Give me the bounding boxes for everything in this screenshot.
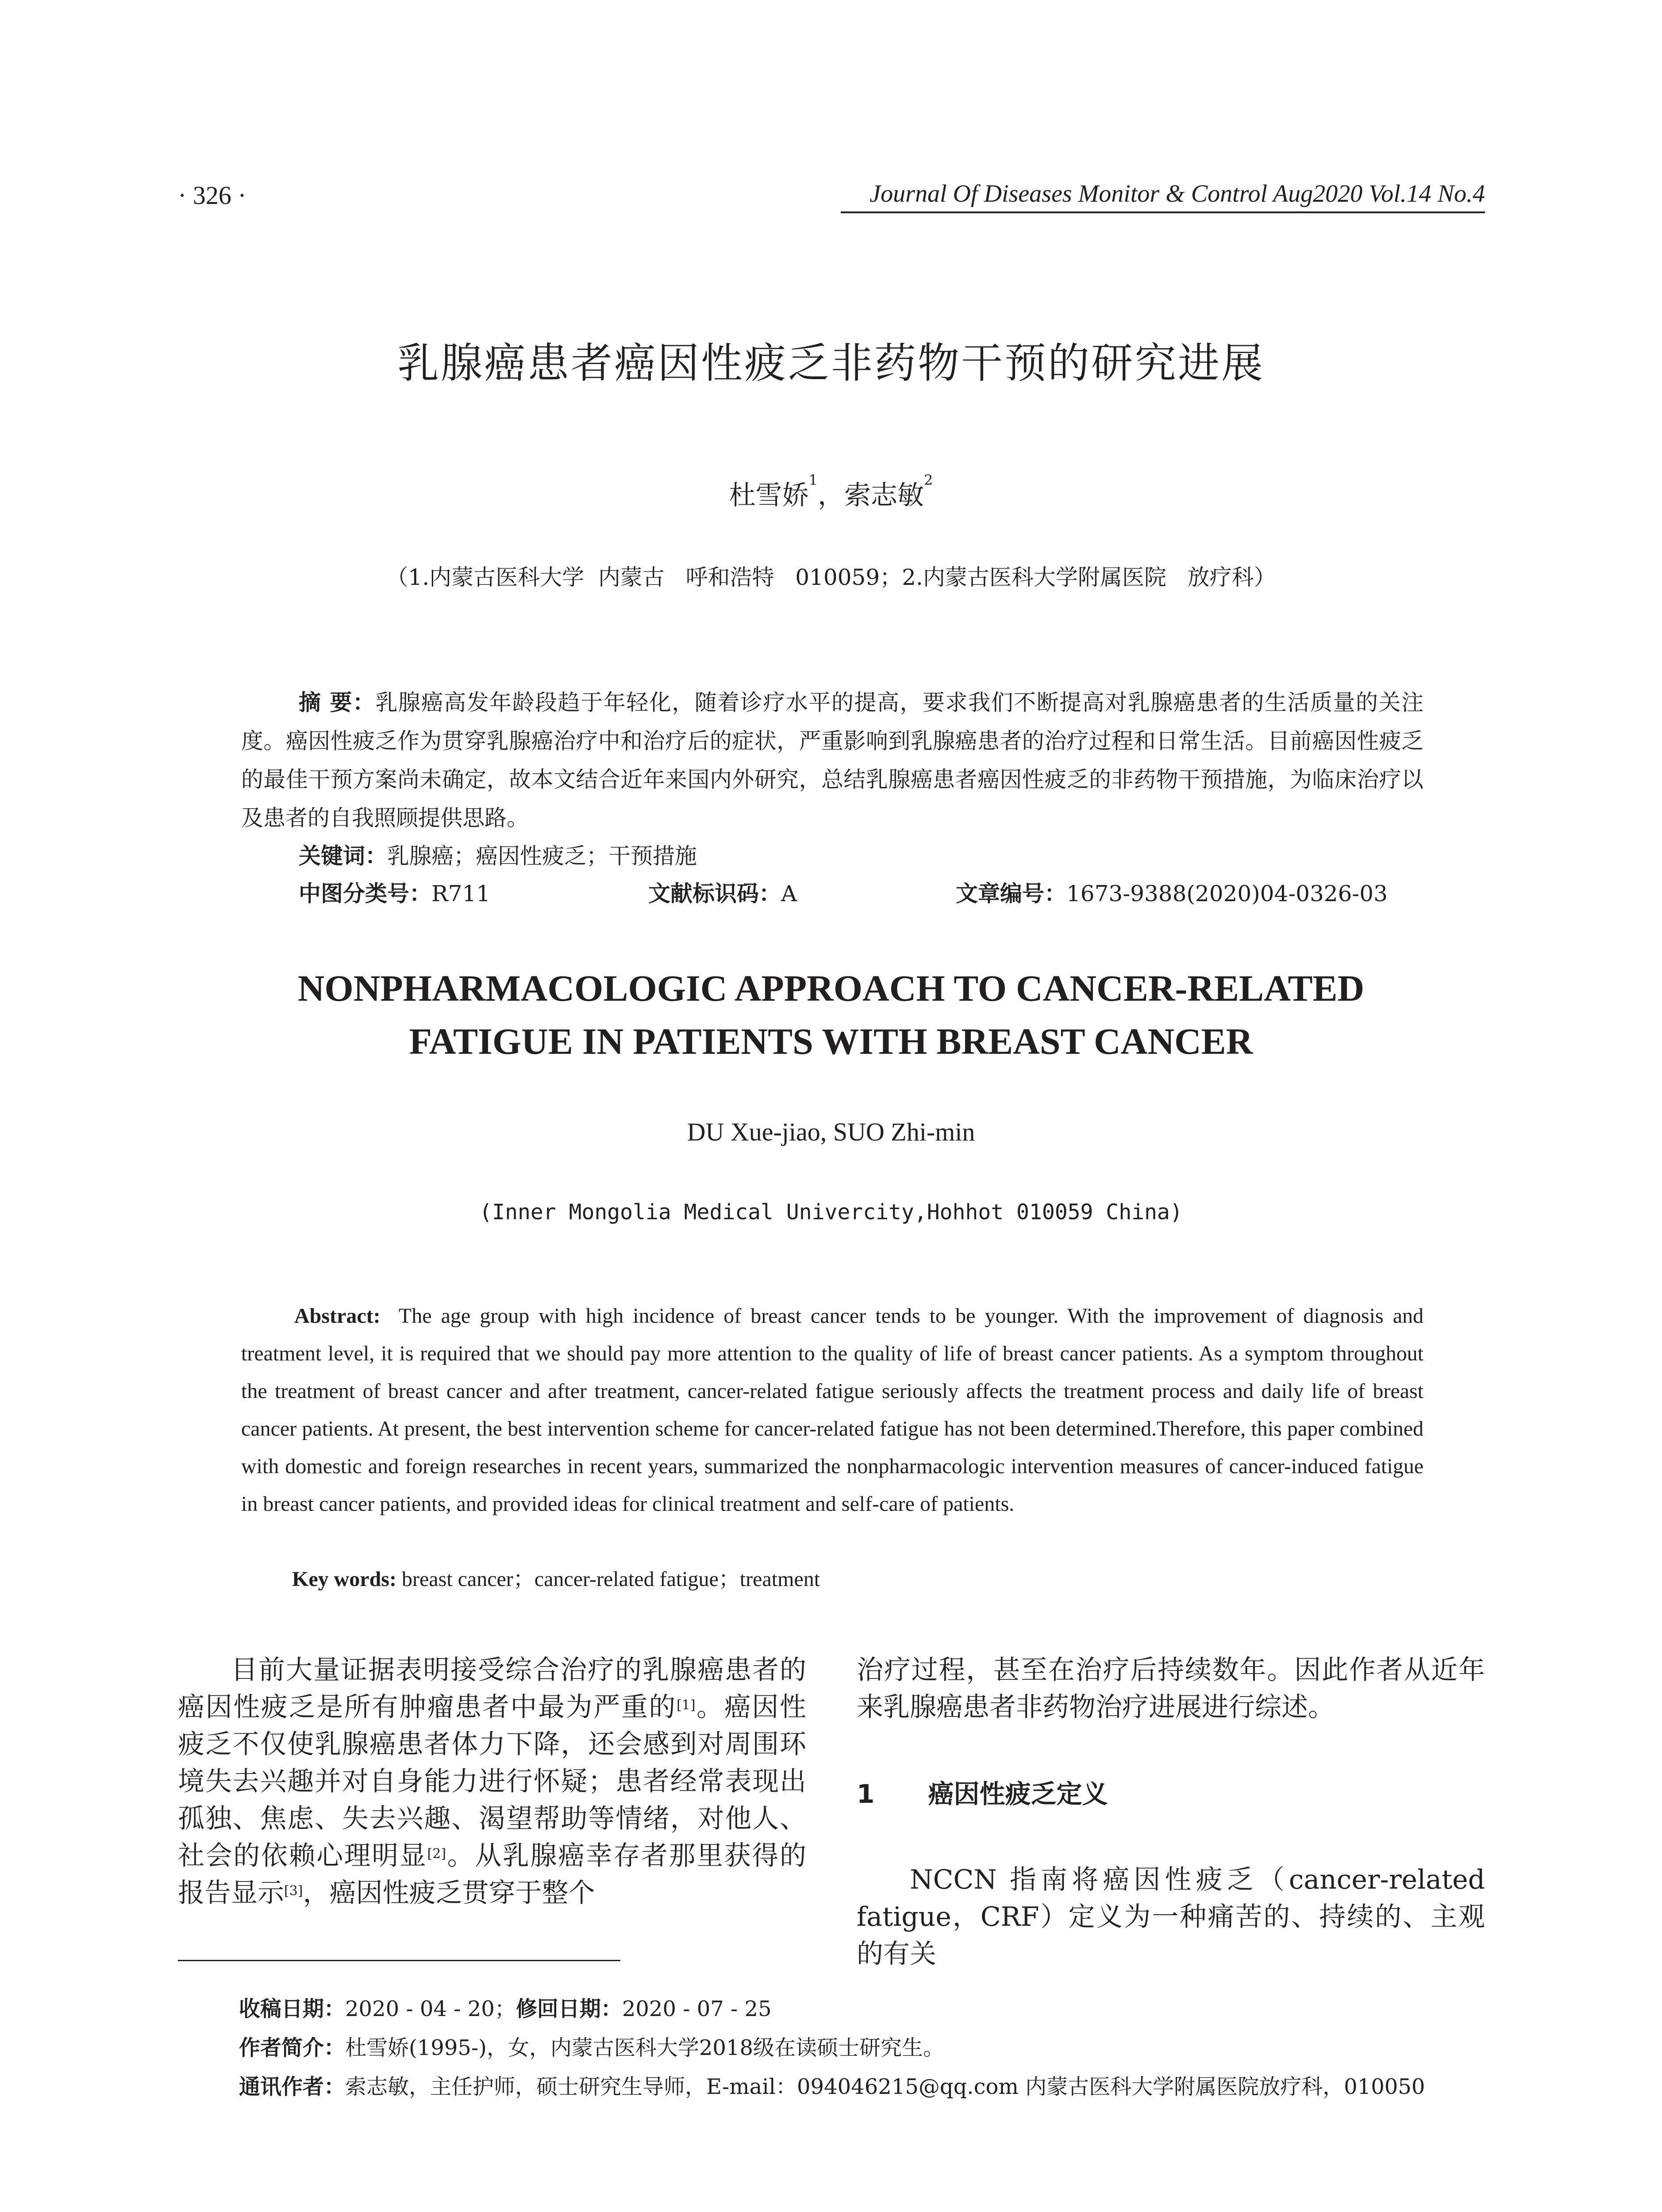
body-right-paragraph-1: 治疗过程，甚至在治疗后持续数年。因此作者从近年来乳腺癌患者非药物治疗进展进行综述。 [857,1655,1485,1723]
author-2-affil-mark: 2 [924,472,933,488]
footnote-rule [178,1960,620,1961]
bio-text: 杜雪娇(1995-)，女，内蒙古医科大学2018级在读硕士研究生。 [345,2035,945,2060]
body-text: ，癌因性疲乏贯穿于整个 [303,1878,595,1909]
article-number-value: 1673-9388(2020)04-0326-03 [1066,881,1388,906]
english-keywords [292,1562,820,1592]
english-abstract [241,1297,1423,1523]
document-code [648,876,797,908]
footnote-author-bio [239,2031,944,2061]
author-separator: ， [818,480,844,511]
body-text: 。从乳腺癌幸存者那里获得的报告显示 [178,1840,807,1909]
chinese-abstract-label: 摘 要： [299,690,376,715]
citation-1[interactable]: [1] [677,1697,696,1713]
chinese-abstract-text: 乳腺癌高发年龄段趋于年轻化，随着诊疗水平的提高，要求我们不断提高对乳腺癌患者的生活质量的关注度。癌因性疲乏作为贯穿乳腺癌治疗中和治疗后的症状，严重影响到乳腺癌患者的治疗过程和日常生活。目前癌因性疲乏的最佳干预方案尚未确定，故本文结合近年来国内外研究，总结乳腺癌患者癌因性疲乏的非药物干预措施，为临床治疗以及患者的自我照顾提供思路。 [241,690,1423,831]
chinese-keywords [299,837,697,876]
english-title-line-2: FATIGUE IN PATIENTS WITH BREAST CANCER [409,1021,1253,1062]
english-authors: DU Xue-jiao, SUO Zhi-min [687,1118,975,1146]
citation-2[interactable]: [2] [427,1846,446,1862]
english-abstract-text: The age group with high incidence of breast cancer tends to be younger. With the improvement of diagnosis and treatment level, it is required that we should pay more attention to the quality of life of breast cancer patients. As a symptom throughout the treatment of breast cancer and after treatment, cancer-related fatigue seriously affects the treatment process and daily life of breast cancer patients. At present, the best intervention scheme for cancer-related fatigue has not been determined.Therefore, this paper combined with domestic and foreign researches in recent years, summarized the nonpharmacologic intervention measures of cancer-induced fatigue in breast cancer patients, and provided ideas for clinical treatment and self-care of patients. [241,1304,1423,1516]
chinese-abstract [241,684,1423,837]
chinese-authors [0,474,1662,512]
footnote-dates [239,1992,772,2022]
received-label: 收稿日期： [239,1997,346,2021]
chinese-keywords-text: 乳腺癌；癌因性疲乏；干预措施 [387,843,697,869]
chinese-title: 乳腺癌患者癌因性疲乏非药物干预的研究进展 [397,339,1265,388]
footnote-corresponding-author [239,2070,1425,2100]
revised-date: 2020 - 07 - 25 [622,1997,772,2021]
chinese-keywords-label: 关键词： [299,843,387,869]
author-2: 索志敏 [844,480,924,511]
english-abstract-label: Abstract: [294,1304,381,1328]
english-title-line-1: NONPHARMACOLOGIC APPROACH TO CANCER-RELATED [297,968,1365,1009]
classification-value: R711 [431,881,491,906]
classification-label: 中图分类号： [299,881,431,906]
classification-number [299,876,490,908]
citation-3[interactable]: [3] [284,1883,303,1899]
english-keywords-label: Key words: [292,1567,396,1591]
article-number [956,876,1388,908]
section-title: 癌因性疲乏定义 [928,1779,1108,1809]
chinese-affiliation: （1.内蒙古医科大学 内蒙古 呼和浩特 010059；2.内蒙古医科大学附属医院 放疗科） [386,565,1276,590]
corresponding-text: 索志敏，主任护师，硕士研究生导师，E-mail：094046215@qq.com 内蒙古医科大学附属医院放疗科，010050 [345,2074,1425,2099]
body-left-column [178,1651,806,1912]
journal-running-header: Journal Of Diseases Monitor & Control Aug2020 Vol.14 No.4 [869,180,1485,207]
article-number-label: 文章编号： [956,881,1066,906]
author-1-affil-mark: 1 [808,472,818,488]
english-affiliation: (Inner Mongolia Medical Univercity,Hohhot 010059 China) [479,1200,1183,1225]
received-date: 2020 - 04 - 20； [345,1997,516,2021]
page-number: · 326 · [178,181,246,210]
section-heading-1 [857,1773,1108,1810]
english-title [0,962,1662,1068]
document-code-label: 文献标识码： [648,881,781,906]
revised-label: 修回日期： [516,1997,622,2021]
bio-label: 作者简介： [239,2035,346,2060]
section-number: 1 [857,1779,875,1809]
document-code-value: A [781,881,797,906]
body-text: 目前大量证据表明接受综合治疗的乳腺癌患者的癌因性疲乏是所有肿瘤患者中最为严重的 [178,1655,806,1723]
author-1: 杜雪娇 [729,480,809,511]
corresponding-label: 通讯作者： [239,2074,346,2099]
english-keywords-text: breast cancer；cancer-related fatigue；treatment [401,1567,820,1591]
body-right-paragraph-2: NCCN 指南将癌因性疲乏（cancer-related fatigue，CRF）定义为一种痛苦的、持续的、主观的有关 [857,1864,1485,1970]
body-text: 。癌因性疲乏不仅使乳腺癌患者体力下降，还会感到对周围环境失去兴趣并对自身能力进行怀疑；患者经常表现出孤独、焦虑、失去兴趣、渴望帮助等情绪，对他人、社会的依赖心理明显 [178,1692,807,1871]
header-rule [841,211,1485,213]
